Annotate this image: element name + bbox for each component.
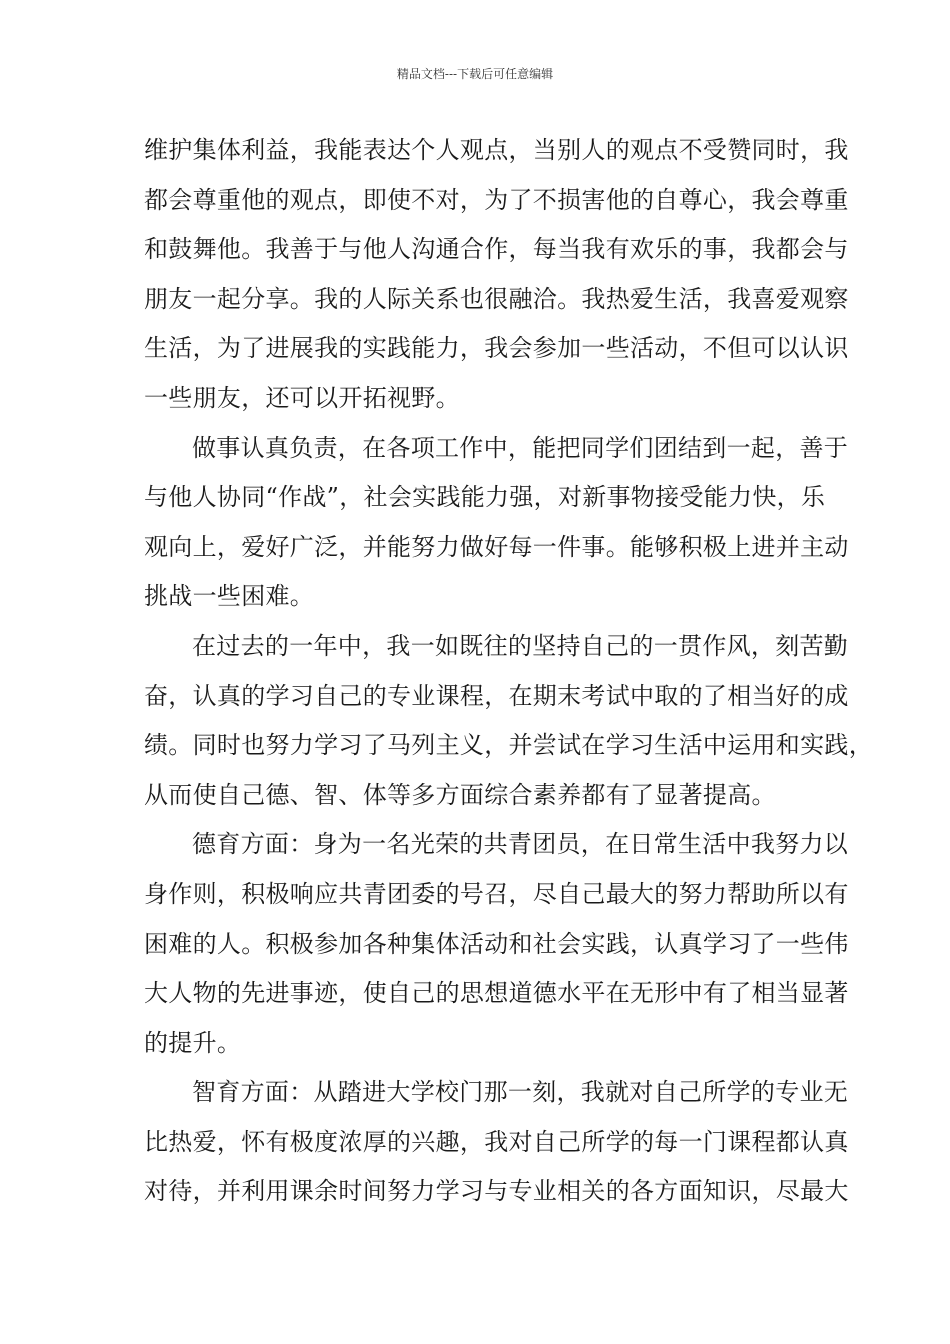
paragraph-first-line: 智育方面：从踏进大学校门那一刻，我就对自己所学的专业无	[192, 1078, 849, 1107]
paragraph-first-line: 做事认真负责，在各项工作中，能把同学们团结到一起，善于	[192, 433, 849, 462]
text-line: 观向上，爱好广泛，并能努力做好每一件事。能够积极上进并主动	[144, 532, 849, 561]
text-line: 都会尊重他的观点，即使不对，为了不损害他的自尊心，我会尊重	[144, 185, 849, 214]
text-line: 困难的人。积极参加各种集体活动和社会实践，认真学习了一些伟	[144, 929, 849, 958]
text-line: 与他人协同“作战”，社会实践能力强，对新事物接受能力快，乐	[144, 483, 826, 512]
text-line: 绩。同时也努力学习了马列主义，并尝试在学习生活中运用和实践，	[144, 731, 873, 760]
document-body	[144, 126, 873, 1217]
text-line: 大人物的先进事迹，使自己的思想道德水平在无形中有了相当显著	[144, 979, 849, 1008]
text-line: 对待，并利用课余时间努力学习与专业相关的各方面知识，尽最大	[144, 1177, 849, 1206]
text-line: 一些朋友，还可以开拓视野。	[144, 383, 460, 412]
text-line: 奋，认真的学习自己的专业课程，在期末考试中取的了相当好的成	[144, 681, 849, 710]
text-line: 维护集体利益，我能表达个人观点，当别人的观点不受赞同时，我	[144, 136, 849, 164]
page-header: 精品文档---下载后可任意编辑	[396, 67, 554, 81]
paragraph-first-line: 在过去的一年中，我一如既往的坚持自己的一贯作风，刻苦勤	[192, 631, 849, 660]
text-line: 的提升。	[144, 1028, 242, 1057]
paragraph-first-line: 德育方面：身为一名光荣的共青团员，在日常生活中我努力以	[192, 830, 849, 859]
text-line: 身作则，积极响应共青团委的号召，尽自己最大的努力帮助所以有	[144, 879, 849, 908]
text-line: 朋友一起分享。我的人际关系也很融洽。我热爱生活，我喜爱观察	[144, 284, 849, 313]
text-line: 比热爱，怀有极度浓厚的兴趣，我对自己所学的每一门课程都认真	[144, 1127, 849, 1156]
text-line: 从而使自己德、智、体等多方面综合素养都有了显著提高。	[144, 780, 776, 809]
text-line: 生活，为了进展我的实践能力，我会参加一些活动，不但可以认识	[144, 334, 849, 363]
text-line: 和鼓舞他。我善于与他人沟通合作，每当我有欢乐的事，我都会与	[144, 235, 849, 264]
text-line: 挑战一些困难。	[144, 582, 315, 611]
